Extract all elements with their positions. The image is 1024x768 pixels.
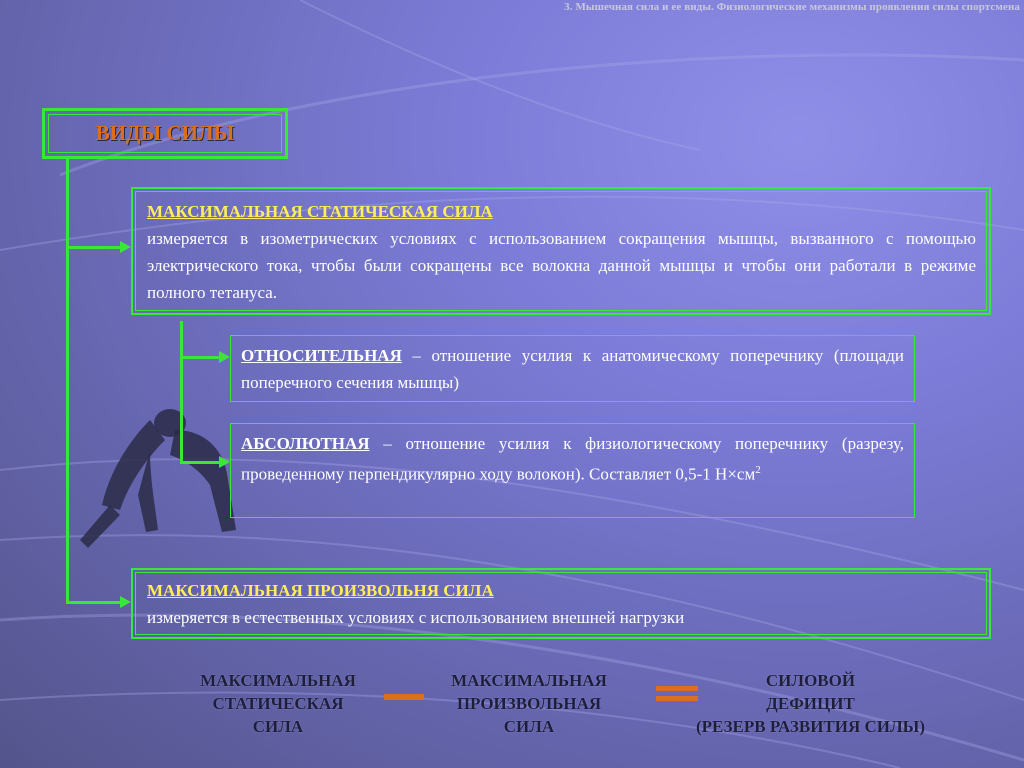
- formula-term-voluntary-line: ПРОИЗВОЛЬНАЯ: [456, 694, 602, 713]
- arrow-to-static: [120, 241, 131, 253]
- card-relative-heading: ОТНОСИТЕЛЬНАЯ: [241, 346, 402, 365]
- slide-header: 3. Мышечная сила и ее виды. Физиологические механизмы проявления силы спортсмена: [564, 1, 1020, 13]
- formula-term-voluntary: [424, 669, 634, 738]
- connector-to-voluntary: [66, 601, 121, 604]
- card-absolute-text: – отношение усилия к физиологическому поперечнику (разрезу, проведенному перпендикулярно ходу волокон). Составляет 0,5-1 Н×см: [241, 434, 904, 484]
- connector-to-static: [66, 246, 121, 249]
- card-relative-force: [230, 335, 915, 402]
- minus-sign: [384, 694, 424, 700]
- card-max-voluntary-force: [131, 568, 991, 639]
- connector-to-absolute: [180, 461, 220, 464]
- connector-to-relative: [180, 356, 220, 359]
- connector-main-vertical: [66, 159, 69, 604]
- formula-result: [668, 669, 953, 738]
- formula-result-line: СИЛОВОЙ: [765, 671, 856, 690]
- card-max-static-heading: МАКСИМАЛЬНАЯ СТАТИЧЕСКАЯ СИЛА: [147, 202, 493, 221]
- arrow-to-absolute: [219, 456, 230, 468]
- formula-term-static: [178, 669, 378, 738]
- formula-result-line: (РЕЗЕРВ РАЗВИТИЯ СИЛЫ): [695, 717, 926, 736]
- card-relative-text: – отношение усилия к анатомическому поперечнику (площади поперечного сечения мышцы): [241, 346, 904, 392]
- formula-term-voluntary-line: СИЛА: [503, 717, 555, 736]
- arrow-to-voluntary: [120, 596, 131, 608]
- formula-term-static-line: СТАТИЧЕСКАЯ: [212, 694, 344, 713]
- card-max-voluntary-text: измеряется в естественных условиях с использованием внешней нагрузки: [147, 608, 685, 627]
- formula-result-line: ДЕФИЦИТ: [766, 694, 855, 713]
- connector-sub-vertical: [180, 321, 183, 464]
- card-max-static-text: измеряется в изометрических условиях с использованием сокращения мышцы, вызванного с помощью электрического тока, чтобы были сокращены все волокна данной мышцы и чтобы они работали в режиме полного тетануса.: [147, 229, 976, 302]
- card-absolute-force: [230, 423, 915, 518]
- card-max-voluntary-heading: МАКСИМАЛЬНАЯ ПРОИЗВОЛЬНЯ СИЛА: [147, 581, 494, 600]
- card-absolute-heading: АБСОЛЮТНАЯ: [241, 434, 370, 453]
- formula-term-voluntary-line: МАКСИМАЛЬНАЯ: [451, 671, 607, 690]
- slide-title: ВИДЫ СИЛЫ: [42, 108, 288, 159]
- card-max-static-force: [131, 187, 991, 315]
- card-absolute-superscript: 2: [755, 464, 761, 476]
- formula-term-static-line: МАКСИМАЛЬНАЯ: [200, 671, 356, 690]
- athlete-silhouette: [80, 409, 236, 548]
- formula-term-static-line: СИЛА: [252, 717, 304, 736]
- arrow-to-relative: [219, 351, 230, 363]
